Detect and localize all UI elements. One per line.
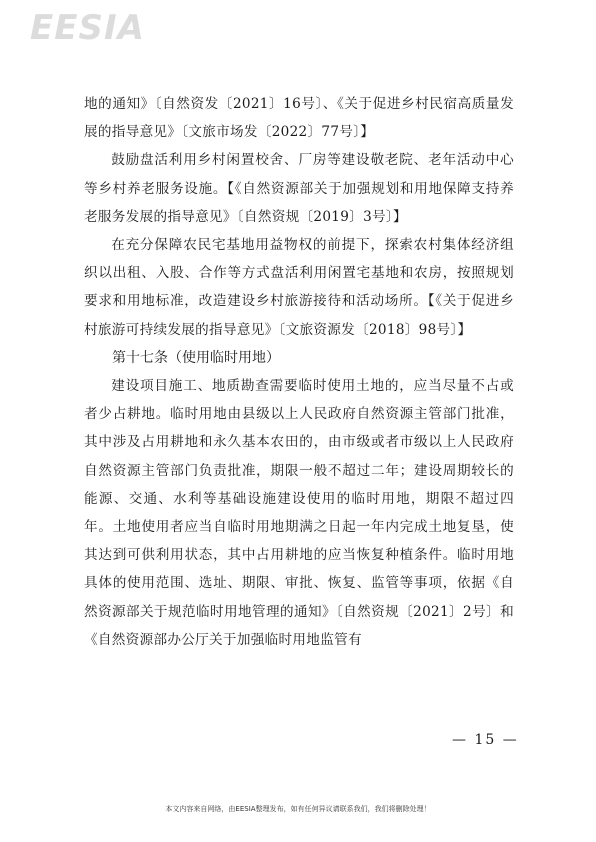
- article-heading: 第十七条（使用临时用地）: [112, 349, 280, 366]
- document-body: [84, 90, 514, 654]
- eesia-logo: EESIA: [30, 8, 145, 48]
- paragraph-temporary-land: 建设项目施工、地质勘查需要临时使用土地的，应当尽量不占或者少占耕地。临时用地由县级以上人民政府自然资源主管部门批准，其中涉及占用耕地和永久基本农田的，由市级或者市级以上人民政府自然资源主管部门负责批准，期限一般不超过二年；建设周期较长的能源、交通、水利等基础设施建设使用的临时用地，期限不超过四年。土地使用者应当自临时用地期满之日起一年内完成土地复垦，使其达到可供利用状态，其中占用耕地的应当恢复种植条件。临时用地具体的使用范围、选址、期限、审批、恢复、监管等事项，依据《自然资源部关于规范临时用地管理的通知》〔自然资规〔2021〕2号〕和《自然资源部办公厅关于加强临时用地监管有: [84, 378, 514, 648]
- paragraph-elderly-care: 鼓励盘活利用乡村闲置校舍、厂房等建设敬老院、老年活动中心等乡村养老服务设施。【《自然资源部关于加强规划和用地保障支持养老服务发展的指导意见》〔自然资规〔2019〕3号〕】: [84, 152, 514, 225]
- page-number: — 15 —: [452, 732, 519, 748]
- paragraph-homestead: 在充分保障农民宅基地用益物权的前提下，探索农村集体经济组织以出租、入股、合作等方式盘活利用闲置宅基地和农房，按照规划要求和用地标准，改造建设乡村旅游接待和活动场所。【《关于促进乡村旅游可持续发展的指导意见》〔文旅资源发〔2018〕98号〕】: [84, 237, 514, 338]
- footer-disclaimer: 本文内容来自网络，由EESIA整理发布，如有任何异议请联系我们，我们将删除处理！: [165, 805, 431, 813]
- paragraph-continuation: 地的通知》〔自然资发〔2021〕16号〕、《关于促进乡村民宿高质量发展的指导意见》〔文旅市场发〔2022〕77号〕】: [84, 96, 514, 141]
